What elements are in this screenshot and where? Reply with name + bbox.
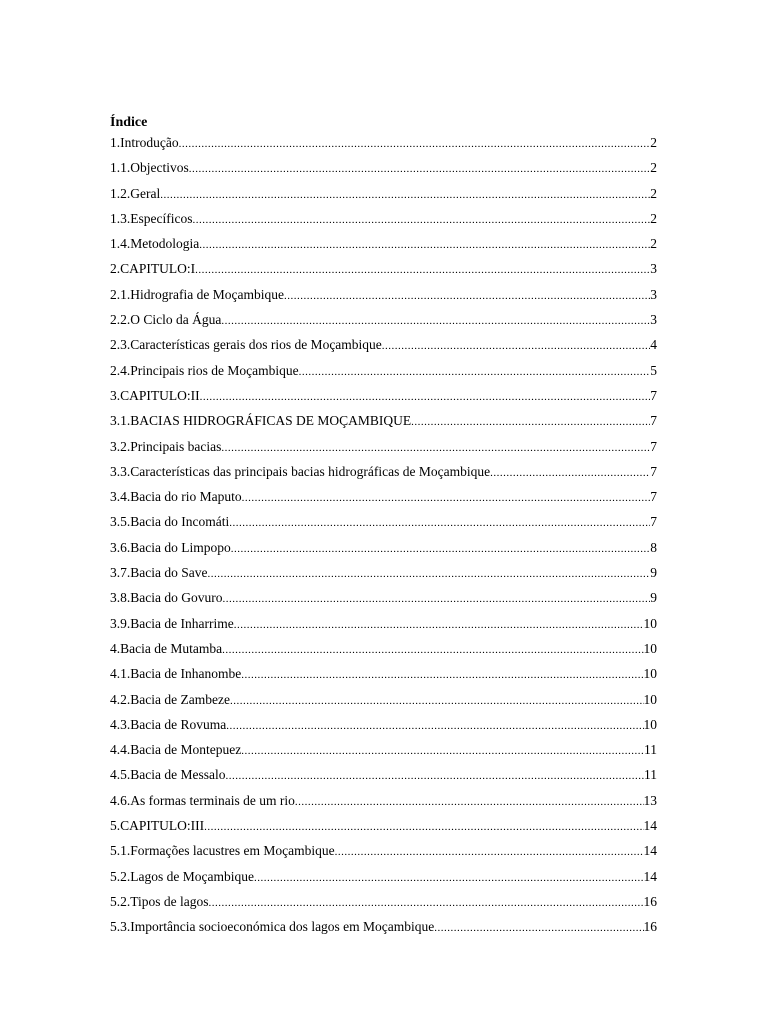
- toc-entry[interactable]: [110, 158, 657, 183]
- toc-entry[interactable]: [110, 816, 657, 841]
- toc-entry[interactable]: [110, 715, 657, 740]
- toc-entry-page-number: 16: [643, 919, 657, 935]
- toc-dot-leader: [490, 462, 650, 483]
- toc-entry[interactable]: [110, 310, 657, 335]
- toc-dot-leader: [229, 512, 650, 533]
- toc-entry-page-number: 7: [650, 438, 657, 454]
- toc-entry[interactable]: [110, 639, 657, 664]
- toc-entry-page-number: 10: [643, 666, 657, 682]
- toc-entry-page-number: 3: [650, 312, 657, 328]
- toc-entry-page-number: 7: [650, 463, 657, 479]
- toc-entry-label: 5.2.Lagos de Moçambique: [110, 868, 254, 884]
- toc-entry[interactable]: [110, 841, 657, 866]
- toc-entry-page-number: 11: [644, 767, 657, 783]
- toc-entry[interactable]: [110, 563, 657, 588]
- toc-entry-page-number: 2: [650, 210, 657, 226]
- toc-entry-label: 3.8.Bacia do Govuro: [110, 590, 223, 606]
- toc-entry-label: 2.2.O Ciclo da Água: [110, 312, 222, 328]
- toc-entry-label: 3.CAPITULO:II: [110, 387, 200, 403]
- toc-entry[interactable]: [110, 259, 657, 284]
- toc-entry[interactable]: [110, 588, 657, 613]
- toc-entry-page-number: 9: [650, 565, 657, 581]
- toc-dot-leader: [179, 133, 651, 154]
- toc-entry[interactable]: [110, 487, 657, 512]
- toc-entry-page-number: 3: [650, 261, 657, 277]
- toc-entry-label: 2.CAPITULO:I: [110, 261, 196, 277]
- toc-dot-leader: [195, 259, 650, 280]
- toc-entry[interactable]: [110, 892, 657, 917]
- toc-entry-label: 3.9.Bacia de Inharrime: [110, 615, 234, 631]
- toc-entry-label: 2.4.Principais rios de Moçambique: [110, 362, 299, 378]
- toc-dot-leader: [189, 158, 651, 179]
- toc-entry[interactable]: [110, 386, 657, 411]
- toc-entry-page-number: 4: [650, 337, 657, 353]
- toc-dot-leader: [299, 361, 651, 382]
- toc-entry-label: 4.Bacia de Mutamba: [110, 640, 223, 656]
- toc-entry-page-number: 14: [643, 843, 657, 859]
- toc-entry-label: 4.2.Bacia de Zambeze: [110, 691, 230, 707]
- toc-entry-page-number: 10: [643, 615, 657, 631]
- toc-entry-page-number: 7: [650, 489, 657, 505]
- toc-entry-page-number: 10: [643, 691, 657, 707]
- toc-entry-page-number: 5: [650, 362, 657, 378]
- toc-entry-page-number: 13: [643, 792, 657, 808]
- toc-entry-label: 3.7.Bacia do Save: [110, 565, 208, 581]
- toc-entry[interactable]: [110, 791, 657, 816]
- toc-entry-label: 1.3.Específicos: [110, 210, 193, 226]
- toc-entry[interactable]: [110, 614, 657, 639]
- toc-entry-label: 3.4.Bacia do rio Maputo: [110, 489, 242, 505]
- toc-entry-label: 5.1.Formações lacustres em Moçambique: [110, 843, 335, 859]
- toc-entry-label: 5.2.Tipos de lagos: [110, 893, 209, 909]
- toc-entry-page-number: 2: [650, 236, 657, 252]
- toc-entry[interactable]: [110, 867, 657, 892]
- toc-entry[interactable]: [110, 664, 657, 689]
- toc-dot-leader: [192, 209, 650, 230]
- toc-dot-leader: [254, 867, 644, 888]
- toc-entry-label: 3.6.Bacia do Limpopo: [110, 539, 231, 555]
- toc-dot-leader: [221, 310, 650, 331]
- toc-entry-page-number: 10: [643, 640, 657, 656]
- toc-entry-page-number: 9: [650, 590, 657, 606]
- toc-entry[interactable]: [110, 335, 657, 360]
- toc-entry[interactable]: [110, 740, 657, 765]
- toc-entry-page-number: 14: [643, 818, 657, 834]
- toc-entry[interactable]: [110, 361, 657, 386]
- toc-entry-label: 5.3.Importância socioeconómica dos lagos em Moçambique: [110, 919, 435, 935]
- toc-entry-label: 1.Introdução: [110, 135, 179, 150]
- toc-entry-label: 3.3.Características das principais bacias hidrográficas de Moçambique: [110, 463, 491, 479]
- toc-title: Índice: [110, 115, 148, 130]
- toc-dot-leader: [204, 816, 643, 837]
- toc-entry-page-number: 7: [650, 514, 657, 530]
- toc-entry-label: 1.4.Metodologia: [110, 236, 200, 252]
- table-of-contents: [110, 133, 657, 943]
- toc-dot-leader: [221, 437, 650, 458]
- toc-dot-leader: [335, 841, 644, 862]
- toc-entry[interactable]: [110, 690, 657, 715]
- toc-entry-label: 4.5.Bacia de Messalo: [110, 767, 226, 783]
- toc-dot-leader: [242, 487, 651, 508]
- toc-entry-page-number: 10: [643, 716, 657, 732]
- toc-entry-label: 4.3.Bacia de Rovuma: [110, 716, 227, 732]
- toc-dot-leader: [222, 588, 650, 609]
- toc-entry[interactable]: [110, 538, 657, 563]
- toc-entry-page-number: 2: [650, 160, 657, 176]
- toc-dot-leader: [241, 664, 643, 685]
- toc-entry-label: 5.CAPITULO:III: [110, 818, 205, 834]
- toc-entry-page-number: 2: [650, 185, 657, 201]
- toc-entry-page-number: 2: [650, 135, 657, 150]
- toc-entry[interactable]: [110, 917, 657, 942]
- toc-entry-label: 1.1.Objectivos: [110, 160, 189, 176]
- toc-entry-page-number: 11: [644, 742, 657, 758]
- toc-entry-label: 3.2.Principais bacias: [110, 438, 222, 454]
- toc-dot-leader: [226, 715, 643, 736]
- toc-dot-leader: [222, 639, 643, 660]
- toc-entry[interactable]: [110, 512, 657, 537]
- toc-entry[interactable]: [110, 765, 657, 790]
- toc-dot-leader: [234, 614, 644, 635]
- toc-dot-leader: [284, 285, 650, 306]
- toc-dot-leader: [207, 563, 650, 584]
- toc-entry-label: 2.1.Hidrografia de Moçambique: [110, 286, 284, 302]
- toc-entry-label: 3.5.Bacia do Incomáti: [110, 514, 230, 530]
- toc-entry[interactable]: [110, 411, 657, 436]
- toc-dot-leader: [200, 386, 651, 407]
- toc-entry[interactable]: [110, 285, 657, 310]
- toc-entry-page-number: 8: [650, 539, 657, 555]
- toc-entry-page-number: 3: [650, 286, 657, 302]
- toc-entry[interactable]: [110, 437, 657, 462]
- toc-dot-leader: [230, 690, 644, 711]
- toc-dot-leader: [241, 740, 644, 761]
- toc-entry-label: 4.1.Bacia de Inhanombe: [110, 666, 242, 682]
- toc-dot-leader: [209, 892, 644, 913]
- toc-entry-page-number: 7: [650, 387, 657, 403]
- toc-entry-label: 1.2.Geral: [110, 185, 161, 201]
- toc-entry[interactable]: [110, 184, 657, 209]
- toc-entry-page-number: 16: [643, 893, 657, 909]
- toc-dot-leader: [199, 234, 650, 255]
- toc-entry-label: 4.6.As formas terminais de um rio: [110, 792, 295, 808]
- toc-entry[interactable]: [110, 133, 657, 158]
- toc-entry-label: 4.4.Bacia de Montepuez: [110, 742, 242, 758]
- toc-dot-leader: [225, 765, 644, 786]
- toc-entry[interactable]: [110, 234, 657, 259]
- toc-entry-label: 3.1.BACIAS HIDROGRÁFICAS DE MOÇAMBIQUE: [110, 413, 412, 429]
- toc-dot-leader: [411, 411, 650, 432]
- toc-entry[interactable]: [110, 209, 657, 234]
- toc-dot-leader: [295, 791, 644, 812]
- toc-entry-page-number: 7: [650, 413, 657, 429]
- toc-entry-page-number: 14: [643, 868, 657, 884]
- toc-dot-leader: [434, 917, 643, 938]
- toc-dot-leader: [382, 335, 650, 356]
- toc-dot-leader: [160, 184, 650, 205]
- toc-entry-label: 2.3.Características gerais dos rios de Moçambique: [110, 337, 382, 353]
- toc-entry[interactable]: [110, 462, 657, 487]
- toc-dot-leader: [231, 538, 651, 559]
